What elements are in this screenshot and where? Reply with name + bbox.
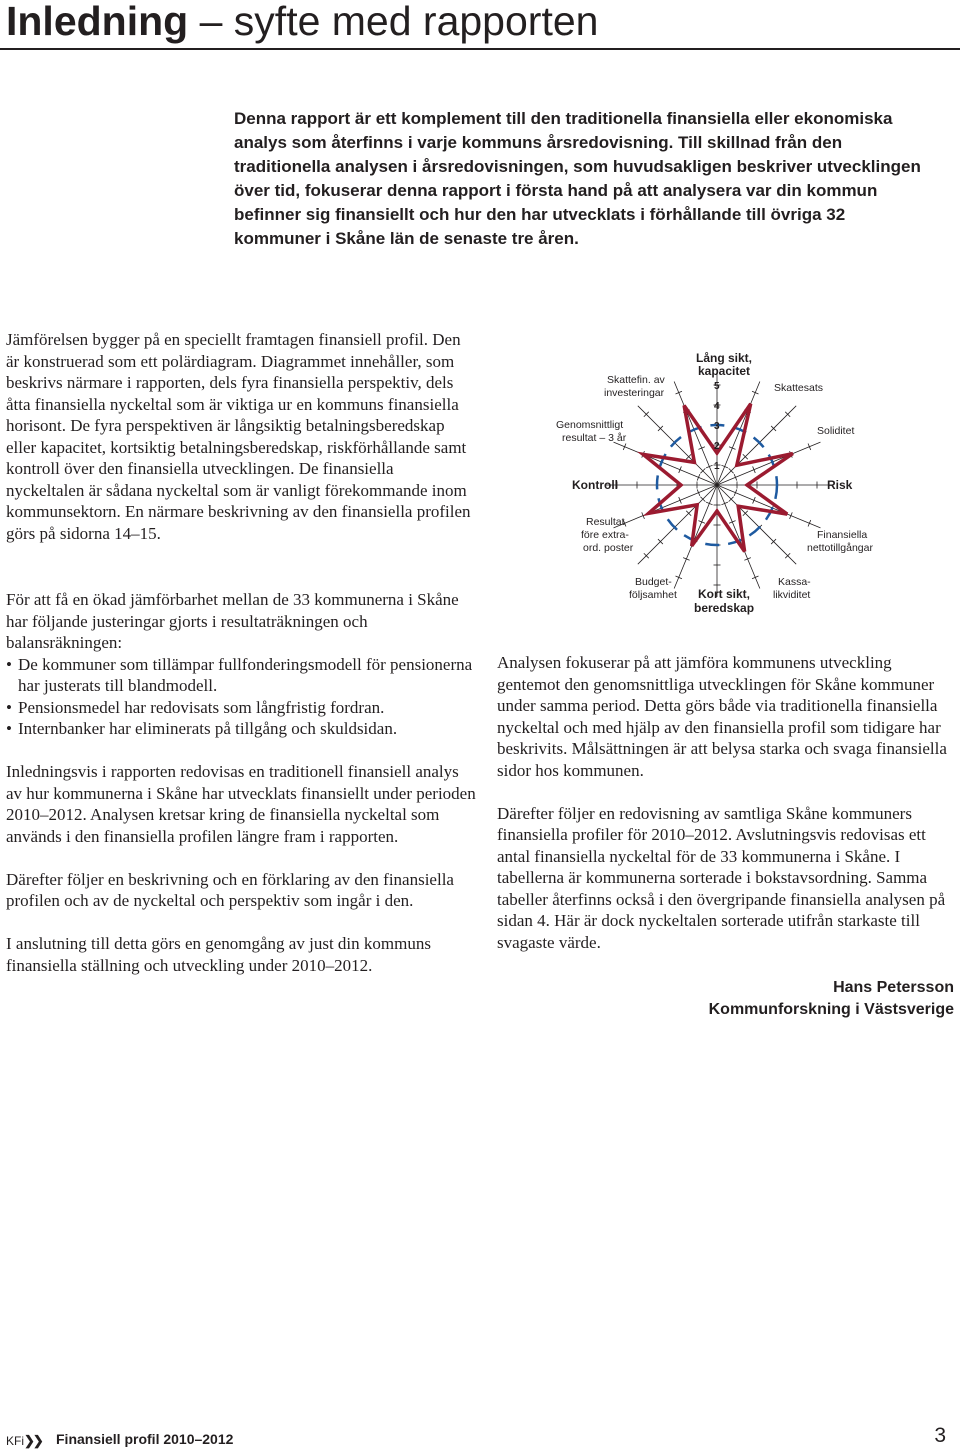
diagram-spoke [717,406,796,485]
label-genomsnitt: Genomsnittligt resultat – 3 år [556,419,627,444]
left-column-bottom [6,589,476,976]
label-soliditet: Soliditet [817,425,855,437]
double-chevron-icon: ❯❯ [24,1433,42,1448]
author-name: Hans Petersson [833,979,954,996]
paragraph-review: I anslutning till detta görs en genomgång av just din kommuns finansiella ställning och utveckling under 2010–2012. [6,934,431,975]
label-resultat: Resultat före extra- ord. poster [581,516,634,554]
paragraph-tables: Därefter följer en redovisning av samtliga Skåne kommuners finansiella profiler för 2010–2012. Avslutningsvis redovisas ett antal finansiella nyckeltal för de 33 kommunerna i Skåne. I tabellerna är kommunerna sorterade i bokstavsordning. Samma tabeller återfinns också i den övergripande finansiella analysen på sidan 4. Här är dock nyckeltalen sorterade utifrån starkaste till svagaste värde. [497,803,946,952]
author-org: Kommunforskning i Västsverige [708,1001,954,1018]
signature [709,977,954,1021]
scale-label: 1 [714,461,720,472]
list-item: • Internbanker har eliminerats på tillgång och skuldsidan. [6,718,476,740]
right-column [497,652,959,953]
diagram-spoke [717,485,796,564]
label-risk: Risk [827,478,853,492]
scale-label: 3 [714,421,720,432]
paragraph-profile-explanation: Därefter följer en beskrivning och en förklaring av den finansiella profilen och av de nyckeltal och perspektiv som ingår i den. [6,869,454,910]
paragraph-adjustments-intro: För att få en ökad jämförbarhet mellan de 33 kommunerna i Skåne har följande justeringar gjorts i resultaträkningen och balansräkningen: [6,590,459,652]
label-kassa: Kassa- likviditet [773,576,811,601]
label-skattefin: Skattefin. av investeringar [604,374,665,399]
label-skattesats: Skattesats [774,382,824,394]
paragraph-focus: Analysen fokuserar på att jämföra kommunens utveckling gentemot den genomsnittliga utvecklingen för Skåne kommuner under samma period. Detta görs både via traditionella finansiella nyckeltal och med hjälp av den finansiella profil som tidigare har beskrivits. Målsättningen är att belysa starka och svaga finansiella sidor hos kommunen. [497,653,947,780]
polar-diagram [545,345,890,620]
page-number: 3 [934,1424,946,1447]
paragraph-traditional-analysis: Inledningsvis i rapporten redovisas en traditionell finansiell analys av hur kommunerna i Skåne har utvecklats finansiellt under perioden 2010–2012. Analysen kretsar kring de finansiella nyckeltal som används i den finansiella profilen längre fram i rapporten. [6,762,476,846]
label-lang-sikt: Lång sikt, kapacitet [696,351,753,378]
page-title-rest: – syfte med rapporten [199,0,599,44]
diagram-spoke [638,406,717,485]
label-finansiella: Finansiella nettotillgångar [807,529,873,554]
paragraph-profile: Jämförelsen bygger på en speciellt framtagen finansiell profil. Den är konstruerad som ett polärdiagram. Diagrammet innehåller, som beskrivs närmare i rapporten, dels fyra finansiella perspektiv, dels åtta finansiella nyckeltal som är viktiga ur en kommuns finansiella horisont. De fyra perspektiven är långsiktig betalningsberedskap eller kapacitet, kortsiktig betalningsberedskap, riskförhållande samt kontroll över den finansiella utvecklingen. De finansiella nyckeltalen är sådana nyckeltal som är vanligt förekommande inom kommunsektorn. En närmare beskrivning av den finansiella profilen görs på sidorna 14–15. [6,330,471,543]
page-title [6,0,598,46]
footer [6,1424,956,1450]
lead-paragraph: Denna rapport är ett komplement till den traditionella finansiella eller ekonomiska analys som återfinns i varje kommuns årsredovisning. Till skillnad från den traditionella analysen i årsredovisningen, som huvudsakligen beskriver utvecklingen över tid, fokuserar denna rapport i första hand på att analysera var din kommun befinner sig finansiellt och hur den har utvecklats i förhållande till övriga 32 kommuner i Skåne län de senaste tre åren. [234,109,921,248]
list-item: • Pensionsmedel har redovisats som långfristig fordran. [6,697,476,719]
label-kort-sikt: Kort sikt, beredskap [694,587,755,615]
header-rule [0,48,960,50]
scale-label: 4 [714,401,720,412]
list-item: • De kommuner som tillämpar fullfonderingsmodell för pensionerna har justerats till blandmodell. [6,654,476,697]
scale-label: 2 [714,441,720,452]
label-kontroll: Kontroll [572,478,618,492]
left-column-top [6,329,476,544]
label-budget: Budget- följsamhet [629,576,677,601]
scale-label: 5 [714,381,720,392]
footer-title: Finansiell profil 2010–2012 [56,1431,234,1447]
page-title-bold: Inledning [6,0,189,44]
adjustments-list [6,654,476,740]
kfi-logo: KFi❯❯ [6,1433,42,1448]
